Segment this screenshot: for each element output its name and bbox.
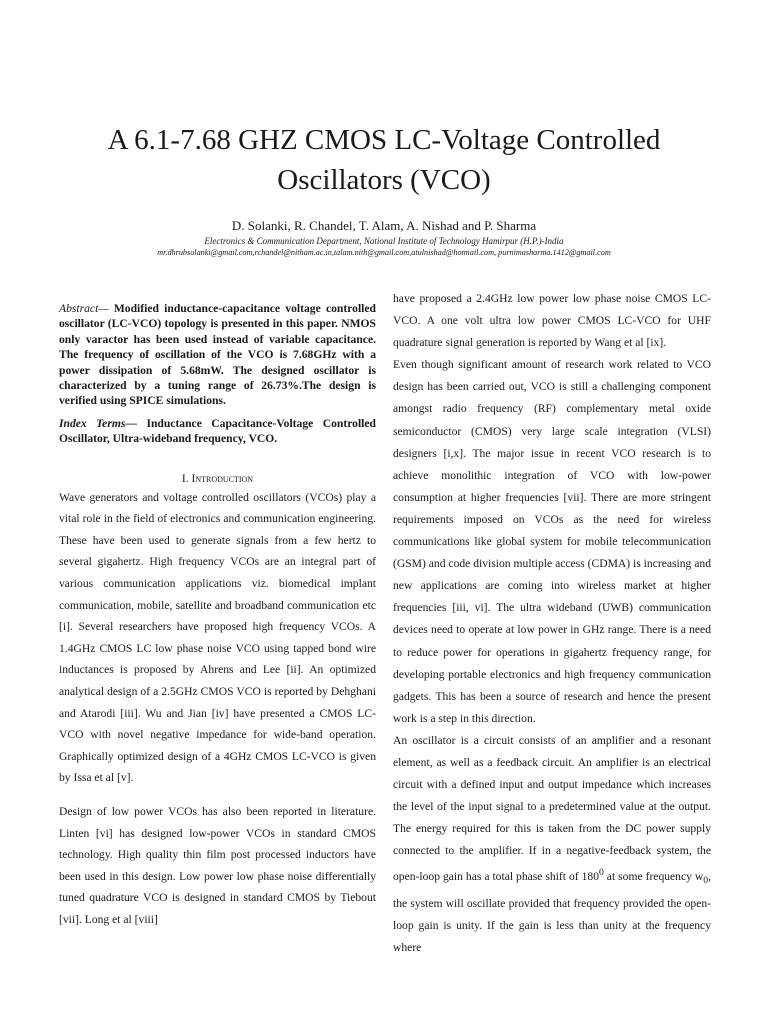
title-line-2: Oscillators (VCO): [277, 164, 491, 196]
right-paragraph-3-part-a: An oscillator is a circuit consists of an amplifier and a resonant element, as well as a feedback circuit. An amplifier is an electrical circuit with a defined input and output impedance which increases the level of the input signal to a predetermined value at the output. The energy required for this is taken from the DC power supply connected to the amplifier. If in a negative-feedback system, the open-loop gain has a total phase shift of 180: [393, 733, 711, 884]
index-terms-paragraph: [59, 416, 376, 447]
section-number: I.: [181, 472, 192, 485]
intro-paragraph-2: Design of low power VCOs has also been reported in literature. Linten [vi] has designed low-power VCOs in standard CMOS technology. High quality thin film post processed inductors have been used in this design. Low power low phase noise differentially tuned quadrature VCO is designed in standard CMOS by Tiebout [vii]. Long et al [viii]: [59, 804, 376, 926]
index-terms-label: Index Terms: [59, 416, 126, 430]
omega-subscript: 0: [703, 875, 709, 887]
abstract-text: Modified inductance-capacitance voltage controlled oscillator (LC-VCO) topology is presented in this paper. NMOS only varactor has been used instead of variable capacitance. The frequency of oscillation of the VCO is 7.68GHz with a power dissipation of 5.68mW. The designed oscillator is characterized by a tuning range of 26.73%.The design is verified using SPICE simulations.: [59, 302, 376, 408]
introduction-body: [59, 487, 376, 931]
right-paragraph-3-part-b: at some frequency w: [603, 870, 704, 884]
affiliation: Electronics & Communication Department, National Institute of Technology Hamirpur (H.P.)-India: [204, 236, 564, 246]
right-paragraph-3-part-c: , the system will oscillate provided that frequency provided the open-loop gain is unity. If the gain is less than unity at the frequency where: [393, 870, 712, 954]
right-column: [393, 288, 711, 959]
title-line-1: A 6.1-7.68 GHZ CMOS LC-Voltage Controlled: [107, 124, 661, 156]
abstract-block: [59, 301, 376, 409]
abstract-dash: —: [98, 302, 114, 315]
abstract-label: Abstract: [59, 302, 99, 315]
degree-superscript: 0: [599, 867, 604, 879]
author-emails: mr.dhrubsolanki@gmail.com,rchandel@nitham.ac.in,talam.nith@gmail.com,atulnishad@hotmail.com, purnimasharma.1412@gmail.com: [157, 248, 611, 257]
right-paragraph-2: Even though significant amount of research work related to VCO design has been carried out, VCO is still a challenging component amongst radio frequency (RF) complementary metal oxide semiconductor (CMOS) very large scale integration (VLSI) designers [i,x]. The major issue in recent VCO research is to achieve monolithic integration of VCO with low-power consumption at higher frequencies [vii]. There are more stringent requirements imposed on VCOs as the need for wireless communications like global system for mobile telecommunication (GSM) and code division multiple access (CDMA) is increasing and new applications are coming into wireless market at higher frequencies [iii, vi]. The ultra wideband (UWB) communication devices need to operate at low power in GHz range. There is a need to reduce power for operations in gigahertz frequency range, for developing portable electronics and high frequency communication gadgets. This has been a source of research and hence the present work is a step in this direction.: [393, 358, 711, 725]
index-terms-block: [59, 416, 376, 447]
left-column: [59, 301, 376, 931]
author-list: D. Solanki, R. Chandel, T. Alam, A. Nishad and P. Sharma: [231, 218, 537, 233]
right-paragraph-3: [393, 730, 711, 959]
paper-title: [60, 120, 708, 200]
section-heading-introduction: [59, 471, 376, 487]
index-terms-dash: —: [125, 416, 147, 430]
right-paragraph-1: have proposed a 2.4GHz low power low phase noise CMOS LC-VCO. A one volt ultra low power CMOS LC-VCO for UHF quadrature signal generation is reported by Wang et al [ix].: [393, 292, 711, 350]
index-terms-text: Inductance Capacitance-Voltage Controlled Oscillator, Ultra-wideband frequency, VCO.: [59, 416, 376, 446]
section-title: Introduction: [191, 472, 254, 485]
intro-paragraph-1: Wave generators and voltage controlled oscillators (VCOs) play a vital role in the field of electronics and communication engineering. These have been used to generate signals from a few hertz to several gigahertz. High frequency VCOs are an integral part of various communication applications viz. biomedical implant communication, mobile, satellite and broadband communication etc [i]. Several researchers have proposed high frequency VCOs. A 1.4GHz CMOS LC low phase noise VCO using tapped bond wire inductances is proposed by Ahrens and Lee [ii]. An optimized analytical design of a 2.5GHz CMOS VCO is reported by Dehghani and Atarodi [iii]. Wu and Jian [iv] have presented a CMOS LC-VCO with novel negative impedance for wide-band operation. Graphically optimized design of a 4GHz CMOS LC-VCO is given by Issa et al [v].: [59, 490, 376, 785]
abstract-paragraph: [59, 301, 376, 409]
